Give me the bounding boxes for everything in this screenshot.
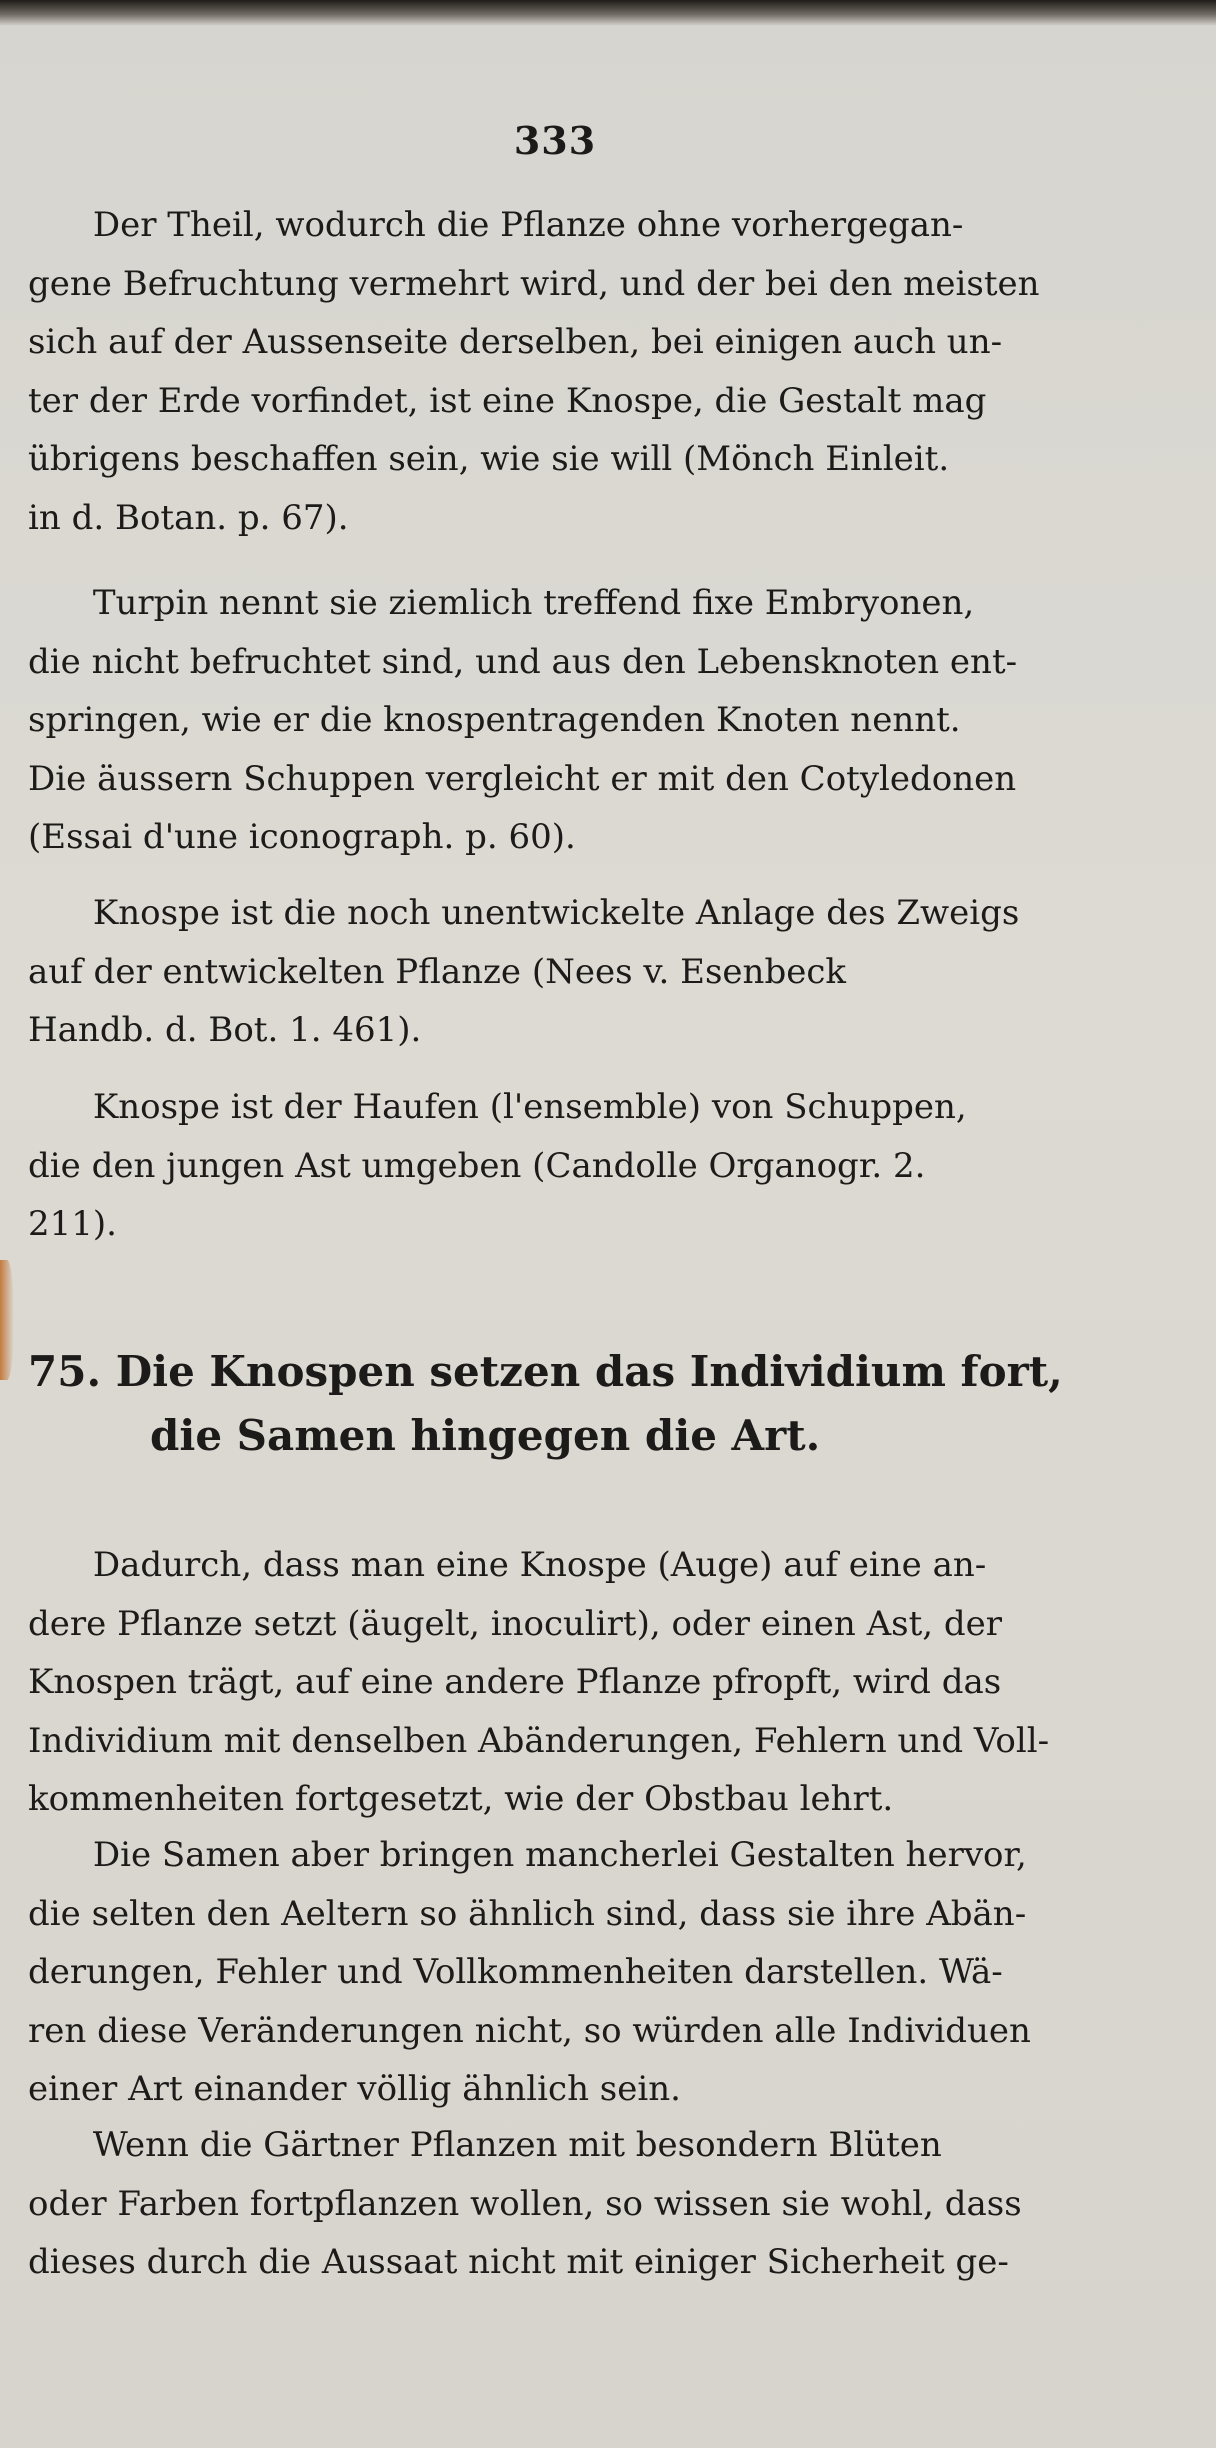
paragraph-inoculation	[28, 1536, 1128, 1829]
text-line: ter der Erde vorfindet, ist eine Knospe, die Gestalt mag	[28, 380, 987, 421]
page-number: 333	[513, 118, 597, 163]
text-line: (Essai d'une iconograph. p. 60).	[28, 817, 576, 857]
text-line: ren diese Veränderungen nicht, so würden alle Individuen	[28, 2010, 1031, 2051]
page-edge-tab	[0, 1260, 14, 1380]
paragraph-knospe-definition	[28, 196, 1128, 547]
paragraph-turpin	[28, 574, 1128, 867]
text-line: gene Befruchtung vermehrt wird, und der bei den meisten	[28, 263, 1040, 304]
text-line: Wenn die Gärtner Pflanzen mit besondern Blüten	[28, 2125, 942, 2165]
section-heading-line-1	[28, 1340, 1148, 1404]
text-line: derungen, Fehler und Vollkommenheiten darstellen. Wä-	[28, 1952, 1003, 1992]
text-line: einer Art einander völlig ähnlich sein.	[28, 2069, 681, 2109]
text-line: die nicht befruchtet sind, und aus den Lebensknoten ent-	[28, 641, 1018, 682]
text-line: Die äussern Schuppen vergleicht er mit den Cotyledonen	[28, 758, 1017, 799]
text-line: oder Farben fortpflanzen wollen, so wissen sie wohl, dass	[28, 2183, 1022, 2224]
text-line: kommenheiten fortgesetzt, wie der Obstbau lehrt.	[28, 1779, 894, 1819]
section-number: 75.	[28, 1347, 102, 1396]
text-line: Knospen trägt, auf eine andere Pflanze pfropft, wird das	[28, 1662, 1002, 1702]
section-title-line-2: die Samen hingegen die Art.	[150, 1411, 821, 1460]
text-line: dieses durch die Aussaat nicht mit einiger Sicherheit ge-	[28, 2242, 1009, 2282]
text-line: Handb. d. Bot. 1. 461).	[28, 1010, 422, 1050]
page-top-shadow	[0, 0, 1216, 26]
text-line: Die Samen aber bringen mancherlei Gestalten hervor,	[28, 1835, 1027, 1875]
text-line: auf der entwickelten Pflanze (Nees v. Esenbeck	[28, 951, 846, 992]
text-line: Turpin nennt sie ziemlich treffend fixe Embryonen,	[28, 583, 975, 623]
text-line: springen, wie er die knospentragenden Knoten nennt.	[28, 700, 961, 740]
paragraph-gaertner	[28, 2116, 1128, 2292]
text-line: übrigens beschaffen sein, wie sie will (Mönch Einleit.	[28, 439, 950, 479]
text-line: Knospe ist der Haufen (l'ensemble) von Schuppen,	[28, 1087, 967, 1127]
text-line: in d. Botan. p. 67).	[28, 497, 349, 538]
paragraph-nees	[28, 884, 1128, 1060]
text-line: 211).	[28, 1204, 117, 1244]
text-line: sich auf der Aussenseite derselben, bei einigen auch un-	[28, 322, 1003, 362]
paragraph-candolle	[28, 1078, 1128, 1254]
text-line: dere Pflanze setzt (äugelt, inoculirt), oder einen Ast, der	[28, 1603, 1002, 1644]
text-line: Individium mit denselben Abänderungen, Fehlern und Voll-	[28, 1720, 1050, 1761]
paragraph-samen	[28, 1826, 1128, 2119]
text-line: Dadurch, dass man eine Knospe (Auge) auf eine an-	[28, 1545, 987, 1585]
text-line: die selten den Aeltern so ähnlich sind, dass sie ihre Abän-	[28, 1893, 1027, 1934]
section-title-line-1: Die Knospen setzen das Individium fort,	[115, 1347, 1063, 1396]
section-heading	[28, 1340, 1148, 1468]
text-line: die den jungen Ast umgeben (Candolle Organogr. 2.	[28, 1145, 926, 1186]
text-line: Der Theil, wodurch die Pflanze ohne vorhergegan-	[28, 205, 964, 245]
text-line: Knospe ist die noch unentwickelte Anlage des Zweigs	[28, 893, 1020, 933]
